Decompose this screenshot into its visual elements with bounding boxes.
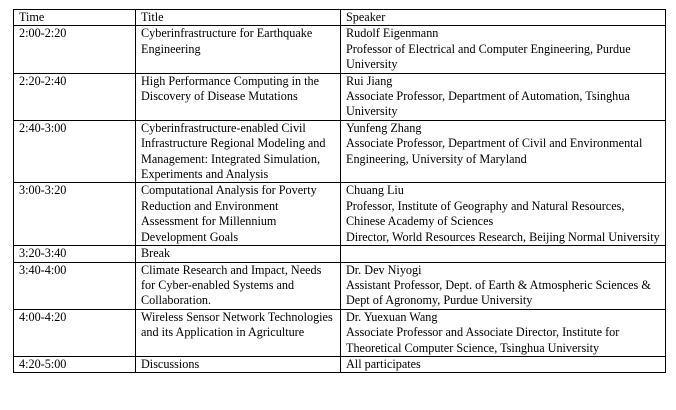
table-row <box>14 120 666 183</box>
table-row <box>14 262 666 309</box>
header-time: Time <box>14 10 136 26</box>
table-row <box>14 246 666 262</box>
title-cell: Wireless Sensor Network Technologies and its Application in Agriculture <box>136 309 341 356</box>
speaker-cell <box>341 309 666 356</box>
table-row <box>14 183 666 246</box>
speaker-affiliation: Associate Professor and Associate Director, Institute for Theoretical Computer Science, Tsinghua University <box>346 325 620 355</box>
speaker-name: All participates <box>346 356 421 371</box>
speaker-affiliation: Associate Professor, Department of Automation, Tsinghua University <box>346 89 630 119</box>
table-row <box>14 356 666 372</box>
time-cell: 4:20-5:00 <box>14 356 136 372</box>
speaker-cell <box>341 120 666 183</box>
time-cell: 3:00-3:20 <box>14 183 136 246</box>
table-row <box>14 26 666 73</box>
title-cell: Cyberinfrastructure-enabled Civil Infrastructure Regional Modeling and Management: Integrated Simulation, Experiments and Analysis <box>136 120 341 183</box>
speaker-affiliation: Professor of Electrical and Computer Engineering, Purdue University <box>346 41 631 72</box>
table-row <box>14 73 666 120</box>
speaker-affiliation: Director, World Resources Research, Beijing Normal University <box>346 229 660 244</box>
speaker-cell <box>341 246 666 262</box>
speaker-name: Yunfeng Zhang <box>346 120 422 135</box>
speaker-name: Rudolf Eigenmann <box>346 26 439 41</box>
speaker-cell <box>341 26 666 73</box>
table-row <box>14 309 666 356</box>
speaker-affiliation: Professor, Institute of Geography and Natural Resources, Chinese Academy of Sciences <box>346 198 625 229</box>
speaker-cell <box>341 183 666 246</box>
speaker-affiliation: Associate Professor, Department of Civil and Environmental Engineering, University of Maryland <box>346 136 643 166</box>
header-title: Title <box>136 10 341 26</box>
speaker-cell <box>341 73 666 120</box>
title-cell: High Performance Computing in the Discovery of Disease Mutations <box>136 73 341 120</box>
speaker-cell <box>341 356 666 372</box>
title-cell: Break <box>136 246 341 262</box>
time-cell: 3:40-4:00 <box>14 262 136 309</box>
title-cell: Computational Analysis for Poverty Reduction and Environment Assessment for Millennium Development Goals <box>136 183 341 246</box>
speaker-cell <box>341 262 666 309</box>
time-cell: 2:40-3:00 <box>14 120 136 183</box>
title-cell: Cyberinfrastructure for Earthquake Engineering <box>136 26 341 73</box>
speaker-name: Dr. Dev Niyogi <box>346 262 422 277</box>
speaker-affiliation: Assistant Professor, Dept. of Earth & Atmospheric Sciences & Dept of Agronomy, Purdue University <box>346 277 651 308</box>
time-cell: 3:20-3:40 <box>14 246 136 262</box>
time-cell: 2:00-2:20 <box>14 26 136 73</box>
header-speaker: Speaker <box>341 10 666 26</box>
schedule-table <box>13 9 666 373</box>
speaker-name: Chuang Liu <box>346 183 404 198</box>
speaker-name: Dr. Yuexuan Wang <box>346 309 438 324</box>
title-cell: Climate Research and Impact, Needs for Cyber-enabled Systems and Collaboration. <box>136 262 341 309</box>
time-cell: 2:20-2:40 <box>14 73 136 120</box>
header-row <box>14 10 666 26</box>
title-cell: Discussions <box>136 356 341 372</box>
speaker-name: Rui Jiang <box>346 73 393 88</box>
time-cell: 4:00-4:20 <box>14 309 136 356</box>
